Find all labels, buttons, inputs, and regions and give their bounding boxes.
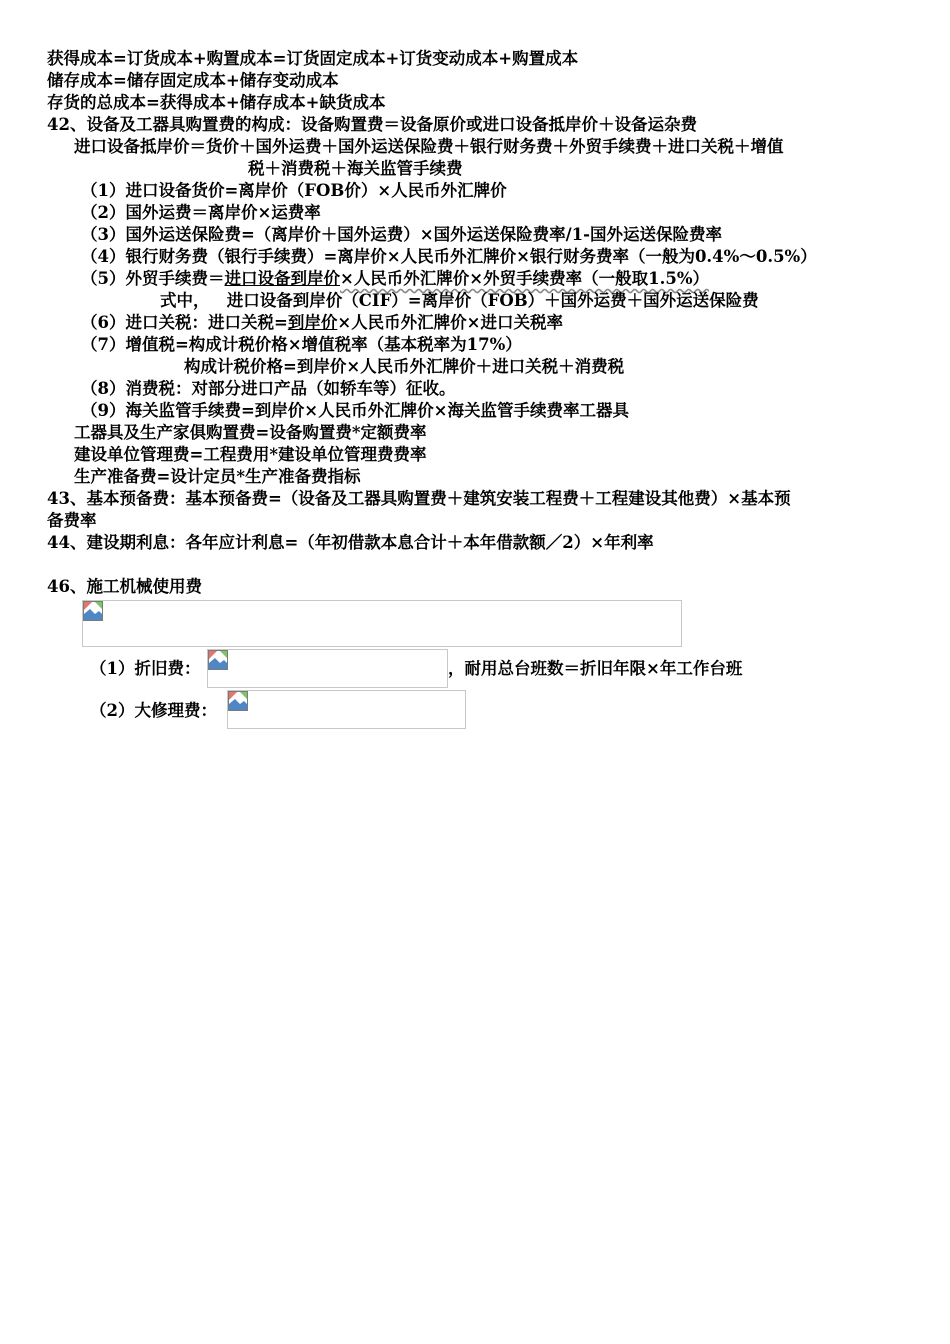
text-line: 税＋消费税＋海关监管手续费: [248, 159, 463, 178]
text-line: 备费率: [47, 511, 97, 530]
underlined-term: 到岸价: [287, 313, 338, 332]
text-segment: （6）进口关税：进口关税=: [81, 313, 288, 332]
text-line: 获得成本=订货成本+购置成本=订货固定成本+订货变动成本+购置成本: [47, 49, 579, 68]
text-line: 进口设备抵岸价＝货价＋国外运费＋国外运送保险费＋银行财务费＋外贸手续费＋进口关税＋增值: [74, 137, 784, 156]
list-item: （9）海关监管手续费=到岸价×人民币外汇牌价×海关监管手续费率工器具: [81, 401, 629, 420]
text-line: 工器具及生产家俱购置费=设备购置费*定额费率: [74, 423, 427, 442]
text-line: ，耐用总台班数＝折旧年限×年工作台班: [448, 659, 743, 678]
section-heading-46: 46、施工机械使用费: [47, 577, 202, 596]
list-item: （3）国外运送保险费=（离岸价＋国外运费）×国外运送保险费率/1-国外运送保险费率: [81, 225, 722, 244]
text-segment: （5）外贸手续费＝: [81, 269, 225, 288]
section-heading-42: 42、设备及工器具购置费的构成：设备购置费＝设备原价或进口设备抵岸价＋设备运杂费: [47, 115, 697, 134]
text-segment: ×人民币外汇牌价×外贸手续费率（一般取1.5%）: [339, 269, 710, 288]
broken-image-icon: [83, 601, 103, 621]
list-item: （2）大修理费：: [90, 701, 217, 720]
formula-image-placeholder: [227, 690, 466, 729]
text-line: 生产准备费=设计定员*生产准备费指标: [74, 467, 361, 486]
section-heading-44: 44、建设期利息：各年应计利息=（年初借款本息合计＋本年借款额／2）×年利率: [47, 533, 654, 552]
list-item: （1）进口设备货价=离岸价（FOB价）×人民币外汇牌价: [81, 181, 507, 200]
list-item: [81, 268, 709, 290]
broken-image-icon: [228, 691, 248, 711]
broken-image-icon: [208, 650, 228, 670]
text-line: 存货的总成本=获得成本+储存成本+缺货成本: [47, 93, 386, 112]
formula-image-placeholder: [82, 600, 682, 647]
list-item: （4）银行财务费（银行手续费）=离岸价×人民币外汇牌价×银行财务费率（一般为0.4%～0.5%）: [81, 247, 817, 266]
formula-image-placeholder: [207, 649, 448, 688]
text-line: 式中， 进口设备到岸价（CIF）=离岸价（FOB）＋国外运费＋国外运送保险费: [160, 291, 759, 310]
list-item: （1）折旧费：: [90, 659, 201, 678]
list-item: （2）国外运费＝离岸价×运费率: [81, 203, 321, 222]
list-item: （7）增值税=构成计税价格×增值税率（基本税率为17%）: [81, 335, 522, 354]
underlined-term: 进口设备到岸价: [224, 269, 340, 288]
text-segment: ×人民币外汇牌价×进口关税率: [337, 313, 563, 332]
list-item: （8）消费税：对部分进口产品（如轿车等）征收。: [81, 379, 456, 398]
text-line: 构成计税价格=到岸价×人民币外汇牌价＋进口关税＋消费税: [184, 357, 625, 376]
section-heading-43: 43、基本预备费：基本预备费=（设备及工器具购置费＋建筑安装工程费＋工程建设其他费）×基本预: [47, 489, 791, 508]
text-line: 建设单位管理费=工程费用*建设单位管理费费率: [74, 445, 427, 464]
list-item: [81, 312, 563, 334]
text-line: 储存成本=储存固定成本+储存变动成本: [47, 71, 339, 90]
